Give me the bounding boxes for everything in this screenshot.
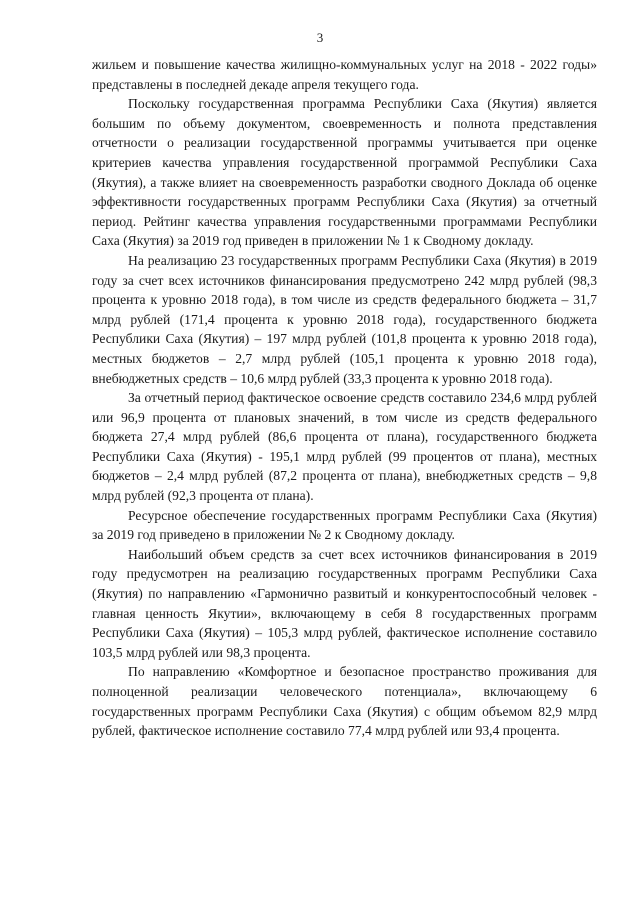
document-body (92, 55, 597, 741)
paragraph-resource-provision: Ресурсное обеспечение государственных программ Республики Саха (Якутия) за 2019 год приведено в приложении № 2 к Сводному докладу. (92, 507, 597, 543)
paragraph-financing-planned: На реализацию 23 государственных программ Республики Саха (Якутия) в 2019 году за счет всех источников финансирования предусмотрено 242 млрд рублей (98,3 процента к уровню 2018 года), в том числе из средств федерального бюджета – 31,7 млрд рублей (171,4 процента к уровню 2018 года), государственного бюджета Республики Саха (Якутия) – 197 млрд рублей (101,8 процента к уровню 2018 года), местных бюджетов – 2,7 млрд рублей (105,1 процента к уровню 2018 года), внебюджетных средств – 10,6 млрд рублей (33,3 процента к уровню 2018 года). (92, 252, 597, 386)
page-number: 3 (316, 30, 324, 45)
paragraph-largest-volume: Наибольший объем средств за счет всех источников финансирования в 2019 году предусмотрен на реализацию государственных программ Республики Саха (Якутия) по направлению «Гармонично развитый и конкурентоспособный человек - главная ценность Якутии», включающему в себя 8 государственных программ Республики Саха (Якутия) – 105,3 млрд рублей, фактическое исполнение составило 103,5 млрд рублей или 98,3 процента. (92, 546, 597, 660)
paragraph-reporting-quality: Поскольку государственная программа Республики Саха (Якутия) является большим по объему документом, своевременность и полнота представления отчетности о реализации государственной программы учитывается при оценке критериев качества управления государственной программой Республики Саха (Якутия), а также влияет на своевременность разработки сводного Доклада об оценке эффективности государственных программ Республики Саха (Якутия) за отчетный период. Рейтинг качества управления государственными программами Республики Саха (Якутия) за 2019 год приведен в приложении № 1 к Сводному докладу. (92, 96, 597, 249)
paragraph-comfortable-space: По направлению «Комфортное и безопасное пространство проживания для полноценной реализации человеческого потенциала», включающему 6 государственных программ Республики Саха (Якутия) с общим объемом 82,9 млрд рублей, фактическое исполнение составило 77,4 млрд рублей или 93,4 процента. (92, 664, 597, 739)
paragraph-financing-actual: За отчетный период фактическое освоение средств составило 234,6 млрд рублей или 96,9 процента от плановых значений, в том числе из средств федерального бюджета 27,4 млрд рублей (86,6 процента от плана), государственного бюджета Республики Саха (Якутия) - 195,1 млрд рублей (99 процентов от плана), местных бюджетов – 2,4 млрд рублей (87,2 процента от плана), внебюджетных средств – 9,8 млрд рублей (92,3 процента от плана). (92, 390, 597, 504)
paragraph-continuation: жильем и повышение качества жилищно-коммунальных услуг на 2018 - 2022 годы» представлены в последней декаде апреля текущего года. (92, 57, 597, 92)
